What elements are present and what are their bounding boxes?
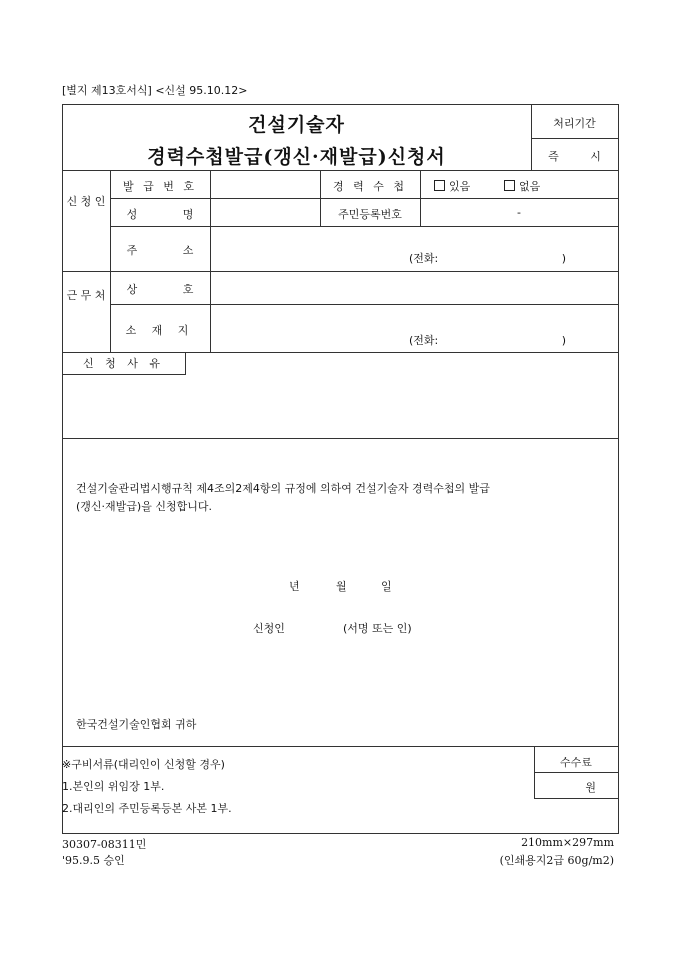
workplace-section-label: 근 무 처: [66, 289, 106, 302]
form-code: 30307-08311민: [62, 838, 147, 851]
address-label: 주 소: [126, 244, 194, 257]
paper-spec: (인쇄용지2급 60g/m2): [499, 854, 614, 867]
resident-number-label: 주민등록번호: [338, 208, 402, 221]
name-label: 성 명: [126, 208, 194, 221]
date-month-label: 월: [336, 580, 347, 593]
company-name-label: 상 호: [126, 283, 194, 296]
required-documents-header: ※구비서류(대리인이 신청할 경우): [62, 758, 225, 771]
signature-placeholder[interactable]: (서명 또는 인): [343, 622, 412, 635]
address-phone-field[interactable]: (전화: ): [408, 252, 566, 265]
required-document-2: 2.대리인의 주민등록등본 사본 1부.: [62, 802, 232, 815]
approval-date: '95.9.5 승인: [62, 854, 125, 867]
processing-period-value: 즉 시: [548, 150, 615, 163]
processing-period-label: 처리기간: [553, 117, 596, 130]
date-day-label: 일: [381, 580, 392, 593]
date-year-label: 년: [289, 580, 300, 593]
career-book-yes-option[interactable]: 있음: [434, 178, 470, 194]
career-book-label: 경 력 수 첩: [333, 180, 407, 193]
fee-unit: 원: [585, 781, 596, 794]
applicant-section-label: 신 청 인: [66, 195, 106, 208]
form-title-line2: 경력수첩발급(갱신·재발급)신청서: [147, 146, 446, 168]
yes-checkbox[interactable]: [434, 180, 445, 191]
issue-number-label: 발 급 번 호: [123, 180, 197, 193]
required-document-1: 1.본인의 위임장 1부.: [62, 780, 165, 793]
location-phone-field[interactable]: (전화: ): [408, 334, 566, 347]
career-book-no-option[interactable]: 없음: [504, 178, 540, 194]
addressee: 한국건설기술인협회 귀하: [76, 718, 197, 731]
statement-line1: 건설기술관리법시행규칙 제4조의2제4항의 규정에 의하여 건설기술자 경력수첩의 발급: [76, 482, 490, 495]
form-title-line1: 건설기술자: [248, 114, 345, 136]
statement-line2: (갱신·재발급)을 신청합니다.: [76, 500, 212, 513]
application-reason-field[interactable]: [64, 378, 614, 436]
paper-size: 210mm×297mm: [521, 836, 614, 849]
no-checkbox[interactable]: [504, 180, 515, 191]
fee-label: 수수료: [560, 756, 592, 769]
location-label: 소 재 지: [125, 324, 195, 337]
signatory-label: 신청인: [253, 622, 285, 635]
form-reference: [별지 제13호서식] <신설 95.10.12>: [62, 84, 248, 97]
application-reason-label: 신 청 사 유: [62, 353, 186, 375]
resident-number-field[interactable]: -: [517, 206, 521, 219]
